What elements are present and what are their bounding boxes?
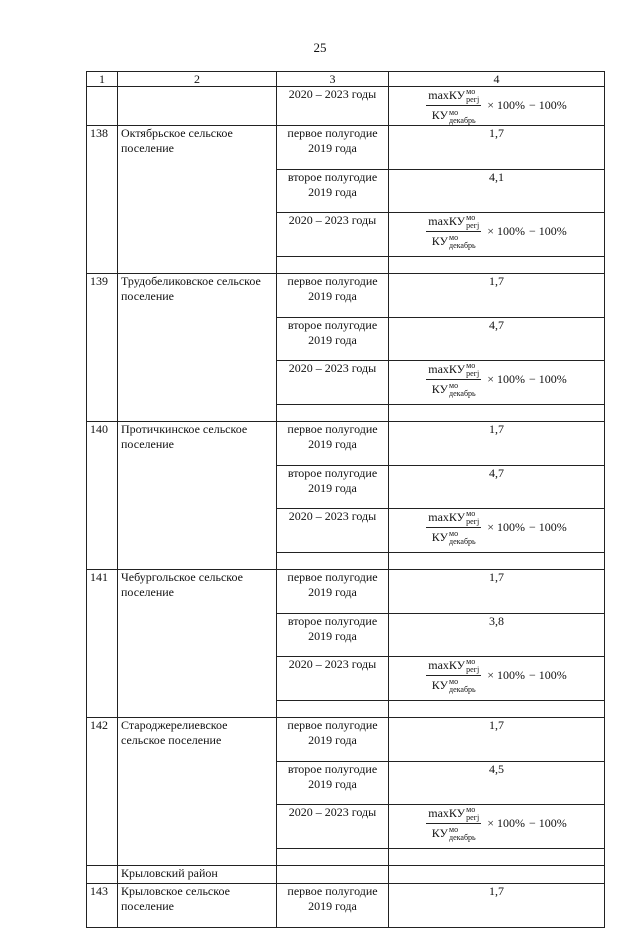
- period-cell: первое полугодие 2019 года: [277, 273, 389, 317]
- formula-cell: [389, 804, 605, 848]
- formula-denominator: КУ мо декабрь: [431, 381, 476, 398]
- row-number-cell: 138: [87, 125, 118, 273]
- settlement-name-cell: Октябрьское сельское поселение: [118, 125, 277, 273]
- tariff-table: [86, 71, 605, 928]
- row-number-cell: 142: [87, 717, 118, 865]
- formula-numerator: maxКУ мо регj: [428, 508, 480, 526]
- value-cell: 1,7: [389, 273, 605, 317]
- district-row: [87, 865, 605, 883]
- table-row: [87, 883, 605, 927]
- header-row: [87, 72, 605, 87]
- formula-fraction: [426, 213, 481, 251]
- formula-numerator: maxКУ мо регj: [428, 212, 480, 230]
- spacer-cell: [277, 256, 389, 273]
- formula-numerator: maxКУ мо регj: [428, 656, 480, 674]
- row-number-cell: [87, 87, 118, 126]
- table-row: [87, 125, 605, 169]
- value-cell: 1,7: [389, 717, 605, 761]
- spacer-cell: [389, 256, 605, 273]
- spacer-cell: [389, 700, 605, 717]
- header-col-3: 3: [277, 72, 389, 87]
- formula-subtrahend: − 100%: [528, 223, 567, 238]
- row-number-cell: 140: [87, 421, 118, 569]
- settlement-name-cell: Трудобеликовское сельское поселение: [118, 273, 277, 421]
- settlement-name-cell: Чебургольское сельское поселение: [118, 569, 277, 717]
- formula-subtrahend: − 100%: [528, 98, 567, 113]
- period-cell: первое полугодие 2019 года: [277, 569, 389, 613]
- row-number-cell: 141: [87, 569, 118, 717]
- value-cell: 4,7: [389, 317, 605, 360]
- spacer-cell: [389, 552, 605, 569]
- period-cell: второе полугодие 2019 года: [277, 169, 389, 212]
- formula-numerator: maxКУ мо регj: [428, 87, 480, 105]
- formula-subtrahend: − 100%: [528, 519, 567, 534]
- growth-formula: [426, 213, 567, 251]
- settlement-name-cell: Протичкинское сельское поселение: [118, 421, 277, 569]
- growth-formula: [426, 87, 567, 125]
- value-cell: 3,8: [389, 613, 605, 656]
- formula-cell: [389, 508, 605, 552]
- formula-multiplier: × 100%: [487, 371, 525, 386]
- table-body: [87, 87, 605, 928]
- district-period-cell: [277, 865, 389, 883]
- period-cell: второе полугодие 2019 года: [277, 465, 389, 508]
- formula-cell: [389, 656, 605, 700]
- spacer-cell: [389, 848, 605, 865]
- period-cell: второе полугодие 2019 года: [277, 613, 389, 656]
- header-col-2: 2: [118, 72, 277, 87]
- table-row: [87, 569, 605, 613]
- period-cell: 2020 – 2023 годы: [277, 87, 389, 126]
- period-cell: первое полугодие 2019 года: [277, 883, 389, 927]
- row-name-cell: [118, 87, 277, 126]
- spacer-cell: [277, 552, 389, 569]
- spacer-cell: [277, 404, 389, 421]
- growth-formula: [426, 509, 567, 547]
- formula-cell: [389, 360, 605, 404]
- formula-multiplier: × 100%: [487, 815, 525, 830]
- settlement-name-cell: Крыловское сельское поселение: [118, 883, 277, 927]
- formula-numerator: maxКУ мо регj: [428, 804, 480, 822]
- period-cell: второе полугодие 2019 года: [277, 317, 389, 360]
- period-cell: первое полугодие 2019 года: [277, 125, 389, 169]
- period-cell: первое полугодие 2019 года: [277, 717, 389, 761]
- row-number-cell: 143: [87, 883, 118, 927]
- formula-cell: [389, 212, 605, 256]
- value-cell: 4,5: [389, 761, 605, 804]
- spacer-cell: [277, 700, 389, 717]
- formula-denominator: КУ мо декабрь: [431, 677, 476, 694]
- row-number-cell: 139: [87, 273, 118, 421]
- formula-fraction: [426, 509, 481, 547]
- formula-multiplier: × 100%: [487, 667, 525, 682]
- formula-multiplier: × 100%: [487, 98, 525, 113]
- district-name-cell: Крыловский район: [118, 865, 277, 883]
- page-number: 25: [313, 40, 327, 55]
- district-value-cell: [389, 865, 605, 883]
- value-cell: 1,7: [389, 569, 605, 613]
- spacer-cell: [389, 404, 605, 421]
- formula-denominator: КУ мо декабрь: [431, 529, 476, 546]
- value-cell: 1,7: [389, 125, 605, 169]
- growth-formula: [426, 805, 567, 843]
- formula-fraction: [426, 361, 481, 399]
- value-cell: 1,7: [389, 421, 605, 465]
- value-cell: 4,1: [389, 169, 605, 212]
- table-row-continuation: [87, 87, 605, 126]
- table-row: [87, 717, 605, 761]
- growth-formula: [426, 361, 567, 399]
- table-row: [87, 421, 605, 465]
- formula-numerator: maxКУ мо регj: [428, 360, 480, 378]
- header-col-1: 1: [87, 72, 118, 87]
- period-cell: первое полугодие 2019 года: [277, 421, 389, 465]
- formula-denominator: КУ мо декабрь: [431, 233, 476, 250]
- formula-denominator: КУ мо декабрь: [431, 825, 476, 842]
- formula-cell: [389, 87, 605, 126]
- header-col-4: 4: [389, 72, 605, 87]
- period-cell: 2020 – 2023 годы: [277, 212, 389, 256]
- formula-fraction: [426, 87, 481, 125]
- value-cell: 1,7: [389, 883, 605, 927]
- formula-denominator: КУ мо декабрь: [431, 107, 476, 125]
- district-number-cell: [87, 865, 118, 883]
- period-cell: второе полугодие 2019 года: [277, 761, 389, 804]
- growth-formula: [426, 657, 567, 695]
- period-cell: 2020 – 2023 годы: [277, 508, 389, 552]
- formula-subtrahend: − 100%: [528, 815, 567, 830]
- formula-subtrahend: − 100%: [528, 371, 567, 386]
- period-cell: 2020 – 2023 годы: [277, 656, 389, 700]
- formula-multiplier: × 100%: [487, 223, 525, 238]
- formula-multiplier: × 100%: [487, 519, 525, 534]
- period-cell: 2020 – 2023 годы: [277, 804, 389, 848]
- table-row: [87, 273, 605, 317]
- spacer-cell: [277, 848, 389, 865]
- settlement-name-cell: Староджерелиевское сельское поселение: [118, 717, 277, 865]
- value-cell: 4,7: [389, 465, 605, 508]
- formula-fraction: [426, 657, 481, 695]
- period-cell: 2020 – 2023 годы: [277, 360, 389, 404]
- formula-fraction: [426, 805, 481, 843]
- formula-subtrahend: − 100%: [528, 667, 567, 682]
